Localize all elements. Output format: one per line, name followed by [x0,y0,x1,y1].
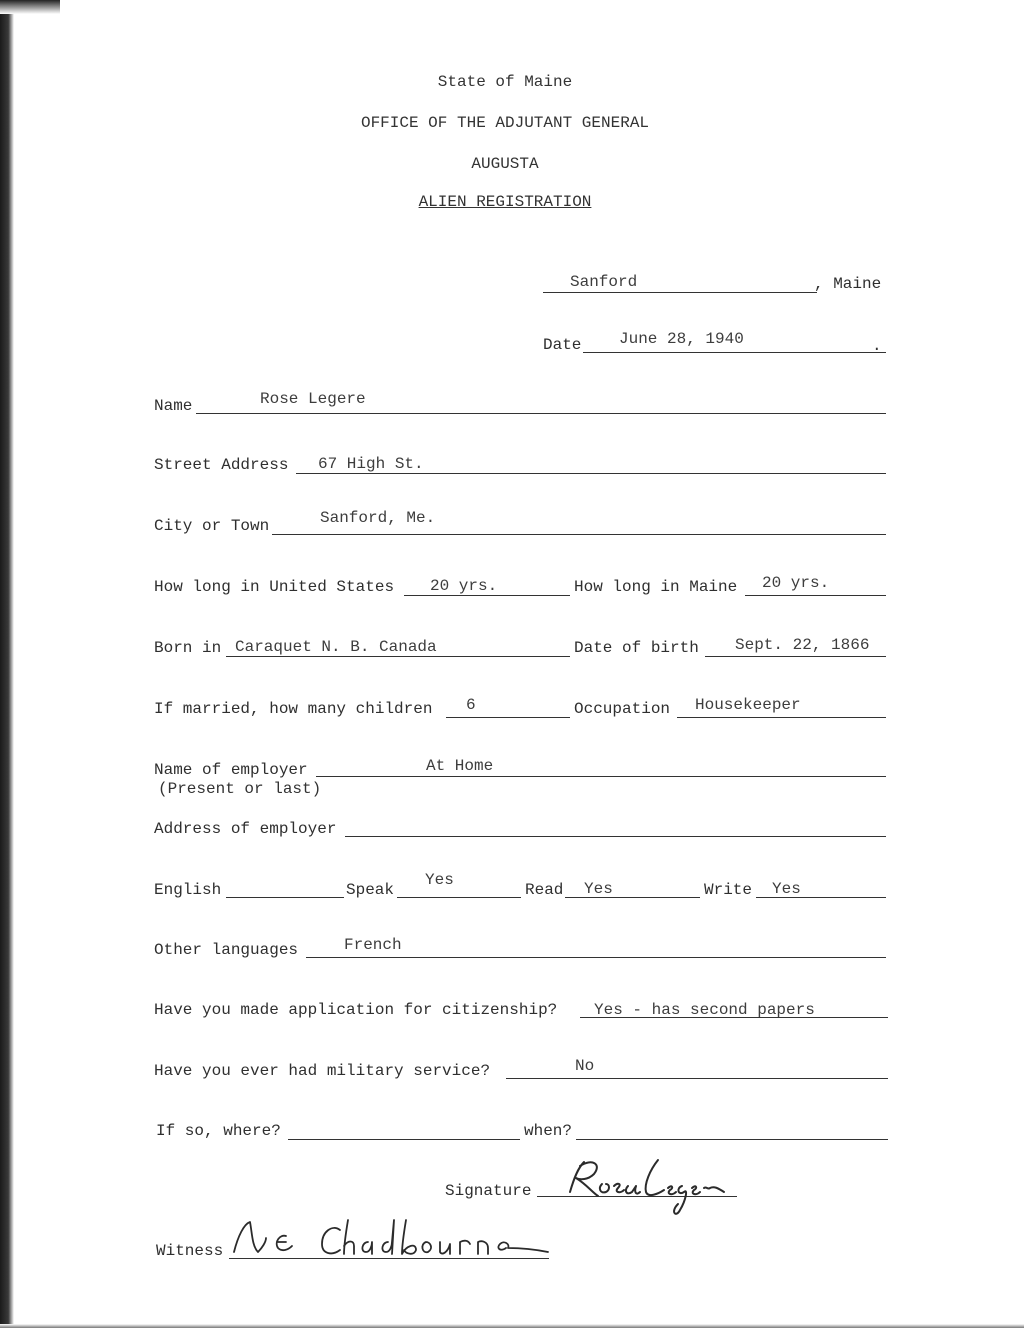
employer-address-line [345,836,886,837]
scan-bottom-edge [0,1324,1024,1328]
how-long-us-label: How long in United States [154,578,395,596]
military-line [506,1078,888,1079]
date-value: June 28, 1940 [619,330,744,348]
street-label: Street Address [154,456,289,474]
read-line [565,897,700,898]
occupation-label: Occupation [574,700,671,718]
location-town-line [543,292,817,293]
other-languages-line [306,957,886,958]
occupation-line [677,717,886,718]
how-long-maine-value: 20 yrs. [762,574,830,592]
city-line [272,534,886,535]
write-value: Yes [772,880,801,898]
employer-label: Name of employer [154,761,308,779]
date-period: . [872,337,882,355]
witness-handwritten [228,1212,608,1273]
witness-label: Witness [156,1242,224,1260]
other-languages-label: Other languages [154,941,299,959]
how-long-maine-label: How long in Maine [574,578,738,596]
date-label: Date [543,336,582,354]
other-languages-value: French [344,936,402,954]
how-long-us-value: 20 yrs. [430,577,498,595]
speak-label: Speak [346,881,395,899]
city-value: Sanford, Me. [320,509,436,527]
dob-label: Date of birth [574,639,699,657]
occupation-value: Housekeeper [695,696,801,714]
read-value: Yes [584,880,613,898]
form-title: ALIEN REGISTRATION [418,193,592,211]
signature-label: Signature [445,1182,532,1200]
write-line [756,897,886,898]
military-label: Have you ever had military service? [154,1062,491,1080]
when-label: when? [524,1122,573,1140]
where-line [288,1139,520,1140]
street-line [296,473,886,474]
employer-line [316,776,886,777]
citizenship-label: Have you made application for citizenship? [154,1001,558,1019]
english-line [226,897,344,898]
children-line [446,717,570,718]
born-in-value: Caraquet N. B. Canada [235,638,437,656]
header-city: AUGUSTA [471,155,539,173]
born-in-line [226,656,570,657]
born-in-label: Born in [154,639,222,657]
write-label: Write [704,881,753,899]
children-label: If married, how many children [154,700,433,718]
date-line [583,352,886,353]
employer-value: At Home [426,757,494,775]
speak-line [397,897,521,898]
street-value: 67 High St. [318,455,424,473]
header-state: State of Maine [437,73,573,91]
when-line [576,1139,888,1140]
citizenship-line [580,1017,888,1018]
how-long-us-line [404,595,570,596]
citizenship-value: Yes - has second papers [594,1001,815,1019]
name-label: Name [154,397,193,415]
english-label: English [154,881,222,899]
employer-address-label: Address of employer [154,820,337,838]
where-label: If so, where? [156,1122,281,1140]
name-value: Rose Legere [260,390,366,408]
military-value: No [575,1057,595,1075]
location-state-suffix: , Maine [814,275,882,293]
scan-corner-shadow [0,0,60,14]
location-town-value: Sanford [570,273,638,291]
read-label: Read [525,881,564,899]
header-office: OFFICE OF THE ADJUTANT GENERAL [360,114,650,132]
children-value: 6 [466,696,476,714]
dob-line [705,656,886,657]
employer-sublabel: (Present or last) [158,780,322,798]
name-line [196,413,886,414]
speak-value: Yes [425,871,454,889]
how-long-maine-line [745,595,886,596]
city-label: City or Town [154,517,270,535]
dob-value: Sept. 22, 1866 [735,636,870,654]
